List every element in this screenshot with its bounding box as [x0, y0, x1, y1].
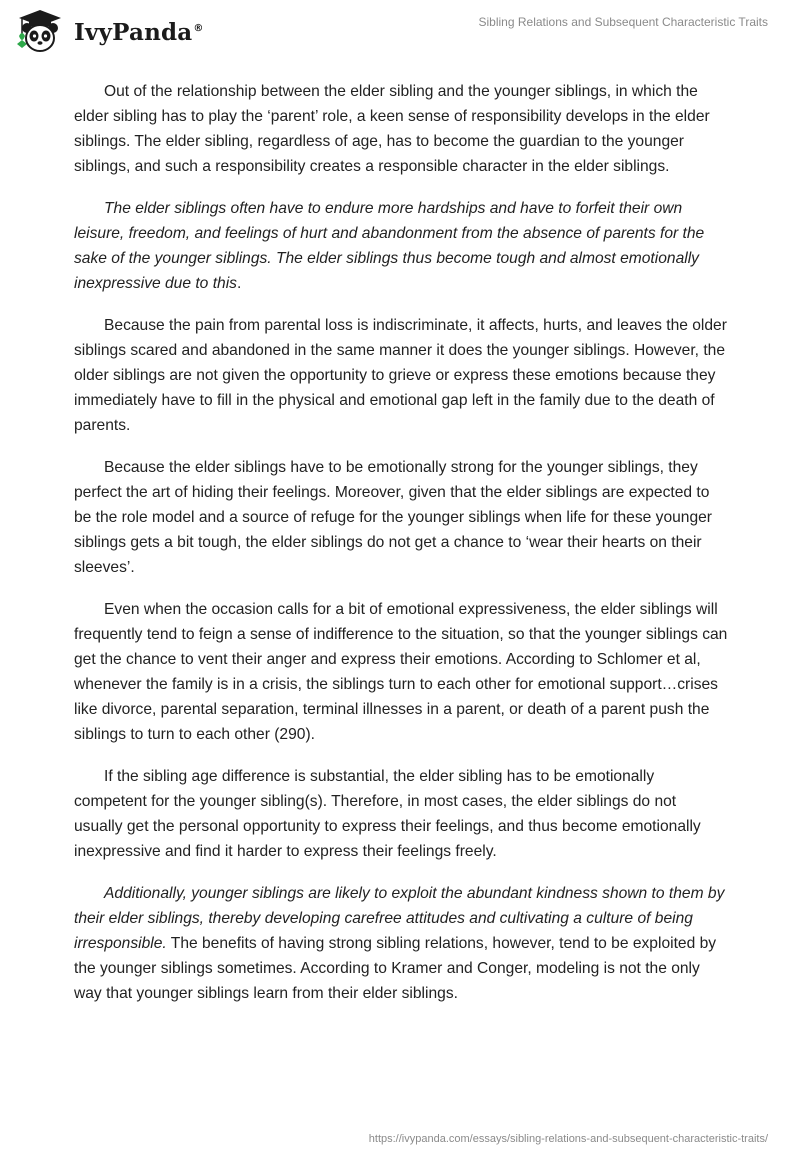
- paragraph-1: [74, 79, 728, 179]
- page-header: [0, 0, 800, 60]
- panda-graduate-icon: [14, 8, 66, 54]
- paragraph-4-text: Because the elder siblings have to be emotionally strong for the younger siblings, they perfect the art of hiding their feelings. Moreover, given that the elder siblings are expected to be the role model and a source of refuge for the younger siblings when life for these younger siblings gets a bit tough, the elder siblings do not get a chance to ‘wear their hearts on their sleeves’.: [74, 459, 713, 576]
- paragraph-6-text: If the sibling age difference is substantial, the elder sibling has to be emotionally competent for the younger sibling(s). Therefore, in most cases, the elder siblings do not usually get the personal opportunity to express their feelings, and thus become emotionally inexpressive and find it harder to express their feelings freely.: [74, 768, 701, 860]
- source-url-link[interactable]: https://ivypanda.com/essays/sibling-relations-and-subsequent-characteristic-traits/: [368, 1133, 768, 1145]
- paragraph-3-text: Because the pain from parental loss is indiscriminate, it affects, hurts, and leaves the older siblings scared and abandoned in the same manner it does the younger siblings. However, the older siblings are not given the opportunity to grieve or express these emotions because they immediately have to fill in the physical and emotional gap left in the family due to the death of parents.: [74, 317, 727, 434]
- paragraph-4: [74, 455, 728, 580]
- essay-body: [74, 79, 728, 1023]
- paragraph-5-text: Even when the occasion calls for a bit of emotional expressiveness, the elder siblings will frequently tend to feign a sense of indifference to the situation, so that the younger siblings can get the chance to vent their anger and express their emotions. According to Schlomer et al, whenever the family is in a crisis, the siblings turn to each other for emotional support…crises like divorce, parental separation, terminal illnesses in a parent, or death of a parent push the siblings to turn to each other (290).: [74, 601, 728, 743]
- paragraph-7: [74, 881, 728, 1006]
- paragraph-2-text: .: [236, 275, 242, 292]
- paragraph-6: [74, 764, 728, 864]
- paragraph-5: [74, 597, 728, 747]
- paragraph-7-italic: Additionally, younger siblings are likely to exploit the abundant kindness shown to them by their elder siblings, thereby developing carefree attitudes and cultivating a culture of being irresponsible.: [74, 885, 725, 952]
- paragraph-2: [74, 196, 728, 296]
- brand-name-text: IvyPanda: [74, 18, 193, 46]
- brand-name: [74, 19, 204, 46]
- paragraph-3: [74, 313, 728, 438]
- brand-registered-mark: ®: [193, 22, 204, 34]
- running-title: Sibling Relations and Subsequent Characteristic Traits: [478, 15, 768, 29]
- paragraph-2-italic: The elder siblings often have to endure more hardships and have to forfeit their own leisure, freedom, and feelings of hurt and abandonment from the absence of parents for the sake of the younger siblings. The elder siblings thus become tough and almost emotionally inexpressive due to this: [74, 200, 705, 292]
- paragraph-1-text: Out of the relationship between the elder sibling and the younger siblings, in which the elder sibling has to play the ‘parent’ role, a keen sense of responsibility develops in the elder siblings. The elder sibling, regardless of age, has to become the guardian to the younger siblings, and such a responsibility creates a responsible character in the elder siblings.: [74, 83, 710, 175]
- brand-logo[interactable]: [14, 8, 204, 54]
- paragraph-7-text: The benefits of having strong sibling relations, however, tend to be exploited by the younger siblings sometimes. According to Kramer and Conger, modeling is not the only way that younger siblings learn from their elder siblings.: [74, 935, 717, 1002]
